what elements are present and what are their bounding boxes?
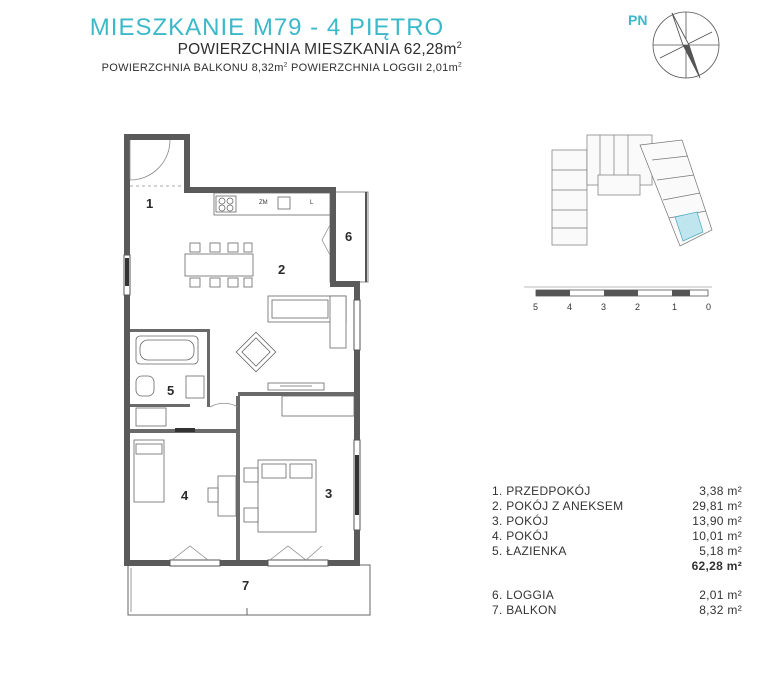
legend-room-area: 13,90 m² — [692, 514, 742, 528]
fridge-label: ZM — [259, 200, 268, 206]
room-3-furniture — [244, 396, 354, 532]
legend-room-name: 1. PRZEDPOKÓJ — [492, 484, 591, 498]
scale-label-4: 4 — [567, 302, 573, 312]
compass-icon — [653, 12, 719, 78]
legend-row — [492, 484, 742, 499]
room-number-5: 5 — [167, 383, 175, 398]
apartment-area-sup: 2 — [456, 39, 462, 50]
balcony-area-text: POWIERZCHNIA BALKONU 8,32m — [101, 62, 284, 74]
legend-room-name: 7. BALKON — [492, 603, 557, 617]
legend-total-area: 62,28 m² — [691, 559, 742, 573]
legend-room-name: 6. LOGGIA — [492, 588, 555, 602]
legend-room-area: 10,01 m² — [692, 529, 742, 543]
legend-room-area: 5,18 m² — [699, 544, 742, 558]
scale-label-2: 2 — [635, 302, 641, 312]
legend-room-name: 5. ŁAZIENKA — [492, 544, 567, 558]
legend-room-area: 3,38 m² — [699, 484, 742, 498]
scale-label-0: 0 — [706, 302, 712, 312]
legend-room-name: 3. POKÓJ — [492, 514, 549, 528]
building-key-plan — [552, 135, 712, 246]
loggia-area-text: POWIERZCHNIA LOGGII 2,01m — [287, 62, 459, 74]
balcony-area-sup: 2 — [283, 61, 288, 69]
room-4-furniture — [134, 440, 236, 516]
compass-north-label: PN — [628, 12, 648, 28]
room-number-2: 2 — [278, 262, 286, 277]
legend-room-area: 29,81 m² — [692, 499, 742, 513]
dining-table — [185, 243, 253, 287]
legend-row — [492, 603, 742, 618]
legend-row — [492, 588, 742, 603]
sofa — [268, 296, 346, 348]
tv-unit — [268, 383, 324, 390]
bathroom-fixtures — [136, 336, 204, 426]
floor-plan — [124, 134, 370, 615]
legend-room-area: 2,01 m² — [699, 588, 742, 602]
legend-row — [492, 544, 742, 559]
legend-row — [492, 514, 742, 529]
legend-row — [492, 529, 742, 544]
scale-bar — [524, 287, 712, 296]
scale-label-1: 1 — [672, 302, 678, 312]
legend-room-name: 4. POKÓJ — [492, 529, 549, 543]
armchair — [236, 332, 276, 372]
legend-room-area: 8,32 m² — [699, 603, 742, 617]
legend-row — [492, 499, 742, 514]
room-number-4: 4 — [181, 488, 189, 503]
scale-label-3: 3 — [601, 302, 607, 312]
apartment-area-text: POWIERZCHNIA MIESZKANIA 62,28m — [177, 41, 457, 58]
apartment-title: MIESZKANIE M79 - 4 PIĘTRO — [89, 14, 445, 41]
room-number-3: 3 — [325, 486, 333, 501]
small-appliance-label: L — [310, 200, 314, 206]
room-number-1: 1 — [146, 196, 154, 211]
room-number-7: 7 — [242, 578, 250, 593]
room-number-6: 6 — [345, 229, 353, 244]
scale-label-5: 5 — [533, 302, 539, 312]
loggia-area-sup: 2 — [458, 61, 462, 69]
legend-room-name: 2. POKÓJ Z ANEKSEM — [492, 499, 624, 513]
legend-total-row — [492, 559, 742, 574]
